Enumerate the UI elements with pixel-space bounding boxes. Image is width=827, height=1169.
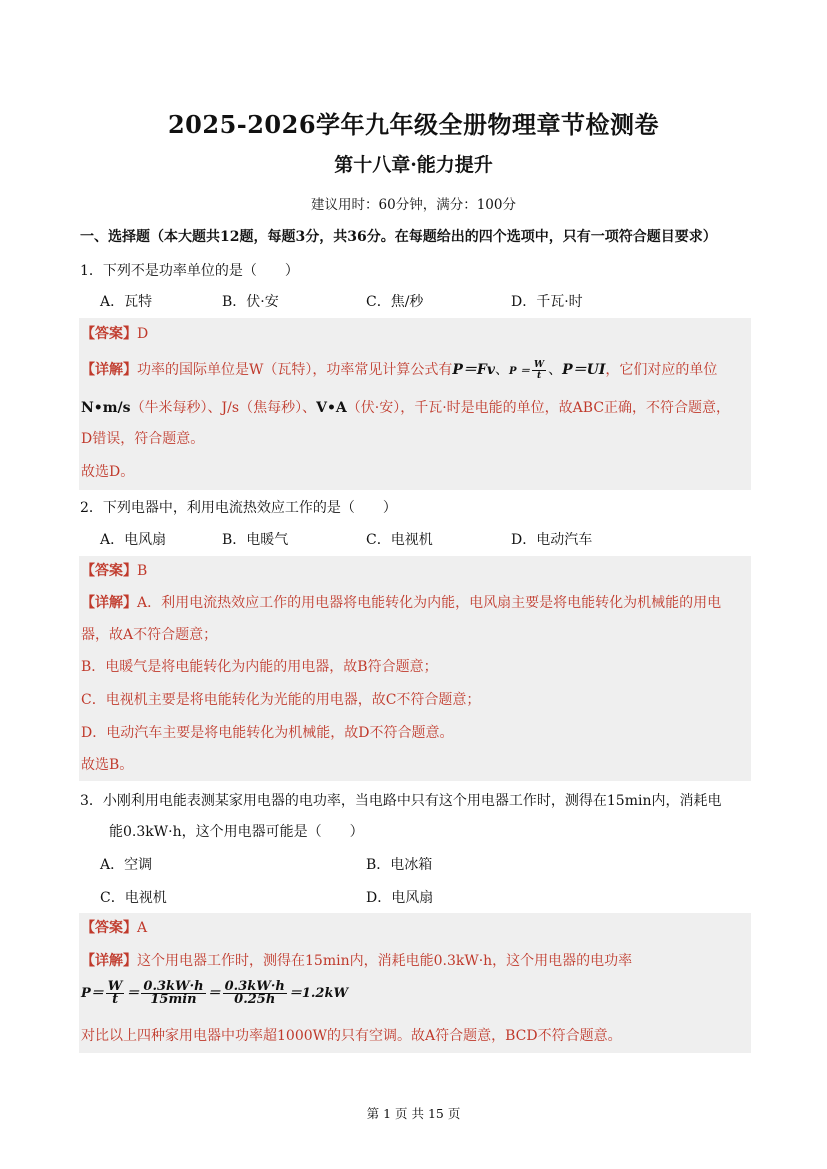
q2-detail-line-5: D．电动汽车主要是将电能转化为机械能，故D不符合题意。 — [81, 725, 454, 741]
q3-answer-tag: 【答案】 — [81, 920, 137, 936]
q2-detail-line-2: 器，故A不符合题意； — [81, 627, 218, 643]
q1-detail-text-2a: （牛米每秒）、J/s（焦每秒）、 — [130, 400, 317, 416]
q3-eq-f2-den: 15min — [150, 992, 197, 1007]
q2-answer-tag: 【答案】 — [81, 563, 137, 579]
q1-answer-box — [79, 318, 751, 490]
q1-detail-text-1-end: ，它们对应的单位 — [605, 362, 718, 378]
question-3-options-row-2 — [100, 887, 750, 907]
q3-detail-tag: 【详解】 — [81, 953, 137, 969]
q3-detail-line-2: 对比以上四种家用电器中功率超1000W的只有空调。故A符合题意，BCD不符合题意。 — [81, 1028, 622, 1044]
q3-eq-f1-num: W — [107, 979, 123, 994]
q1-formula-2-left: P ＝ — [509, 366, 531, 377]
q1-option-d: D．千瓦·时 — [511, 294, 583, 310]
q1-formula-1: P＝Fv — [452, 362, 495, 378]
q3-eq-sign-2: ＝ — [207, 986, 221, 1001]
q1-separator-2: 、 — [548, 362, 563, 378]
q2-option-b: B．电暖气 — [222, 532, 289, 548]
page-title: 2025-2026学年九年级全册物理章节检测卷 — [167, 110, 660, 139]
q3-detail-text-1: 这个用电器工作时，测得在15min内，消耗电能0.3kW·h，这个用电器的电功率 — [137, 953, 633, 969]
q1-detail-line-3: D错误，符合题意。 — [81, 431, 205, 447]
q1-formula-2-den: t — [536, 370, 542, 381]
q3-answer-line — [81, 917, 147, 939]
q3-answer-box — [79, 913, 751, 1053]
q3-answer-value: A — [137, 920, 148, 936]
q1-answer-value: D — [137, 326, 149, 342]
q2-answer-line — [81, 560, 147, 582]
q2-detail-line-1 — [81, 592, 721, 614]
page-footer: 第 1 页 共 15 页 — [366, 1106, 461, 1121]
q2-conclusion: 故选B。 — [81, 757, 134, 773]
q3-eq-f2-num: 0.3kW·h — [143, 979, 204, 994]
q1-detail-text-1: 功率的国际单位是W（瓦特），功率常见计算公式有 — [137, 362, 453, 378]
question-3-stem-2: 能0.3kW·h，这个用电器可能是（ ） — [109, 824, 364, 840]
question-3-stem-1: 3．小刚利用电能表测某家用电器的电功率，当电路中只有这个用电器工作时，测得在15min内，消耗电 — [80, 793, 722, 809]
q3-option-a: A．空调 — [100, 857, 153, 873]
q3-eq-f3-den: 0.25h — [234, 992, 276, 1007]
q3-option-c: C．电视机 — [100, 890, 167, 906]
q1-unit-2: V•A — [316, 400, 347, 416]
question-1-stem: 1．下列不是功率单位的是（ ） — [80, 263, 299, 279]
q2-detail-line-3: B．电暖气是将电能转化为内能的用电器，故B符合题意； — [81, 659, 438, 675]
q3-eq-left: P＝ — [81, 986, 104, 1001]
time-info: 建议用时：60分钟，满分：100分 — [311, 197, 516, 213]
q3-eq-f3-num: 0.3kW·h — [224, 979, 285, 994]
q1-option-a: A．瓦特 — [100, 294, 153, 310]
q1-formula-2-num: W — [534, 359, 545, 370]
q1-formula-3: P＝UI — [562, 362, 606, 378]
q3-power-equation — [81, 981, 348, 1006]
q1-option-b: B．伏·安 — [222, 294, 279, 310]
q2-answer-value: B — [137, 563, 148, 579]
q3-option-b: B．电冰箱 — [366, 857, 433, 873]
question-3-options-row-1 — [100, 854, 750, 874]
q2-detail-line-4: C．电视机主要是将电能转化为光能的用电器，故C不符合题意； — [81, 692, 481, 708]
q2-detail-text-1: A．利用电流热效应工作的用电器将电能转化为内能，电风扇主要是将电能转化为机械能的用电 — [137, 595, 722, 611]
q3-eq-sign-1: ＝ — [126, 986, 140, 1001]
q2-detail-tag: 【详解】 — [81, 595, 137, 611]
q2-option-c: C．电视机 — [366, 532, 433, 548]
section-heading: 一、选择题（本大题共12题，每题3分，共36分。在每题给出的四个选项中，只有一项符合题目要求） — [80, 229, 717, 245]
question-2-stem: 2．下列电器中，利用电流热效应工作的是（ ） — [80, 500, 397, 516]
q1-detail-line-1 — [81, 359, 717, 381]
q2-answer-box — [79, 556, 751, 781]
q3-eq-fraction-3 — [223, 981, 287, 1006]
q1-formula-2-fraction — [532, 360, 546, 381]
q1-answer-tag: 【答案】 — [81, 326, 137, 342]
q3-eq-fraction-1 — [106, 981, 125, 1006]
chapter-subtitle: 第十八章·能力提升 — [334, 154, 493, 176]
q1-conclusion: 故选D。 — [81, 464, 135, 480]
q1-detail-text-2b: （伏·安），千瓦·时是电能的单位，故ABC正确，不符合题意， — [346, 400, 731, 416]
q3-detail-line-1 — [81, 950, 632, 972]
q1-detail-line-2 — [81, 397, 730, 419]
question-1-options — [100, 291, 750, 311]
q1-option-c: C．焦/秒 — [366, 294, 424, 310]
q3-option-d: D．电风扇 — [366, 890, 434, 906]
q3-eq-fraction-2 — [141, 981, 205, 1006]
q3-eq-f1-den: t — [112, 992, 119, 1007]
q2-option-d: D．电动汽车 — [511, 532, 593, 548]
q1-answer-line — [81, 323, 148, 345]
q1-detail-tag: 【详解】 — [81, 362, 137, 378]
question-2-options — [100, 529, 750, 549]
q1-separator-1: 、 — [495, 362, 509, 378]
q2-option-a: A．电风扇 — [100, 532, 167, 548]
q1-unit-1: N•m/s — [81, 400, 131, 416]
q3-eq-result: ＝1.2kW — [288, 986, 349, 1001]
